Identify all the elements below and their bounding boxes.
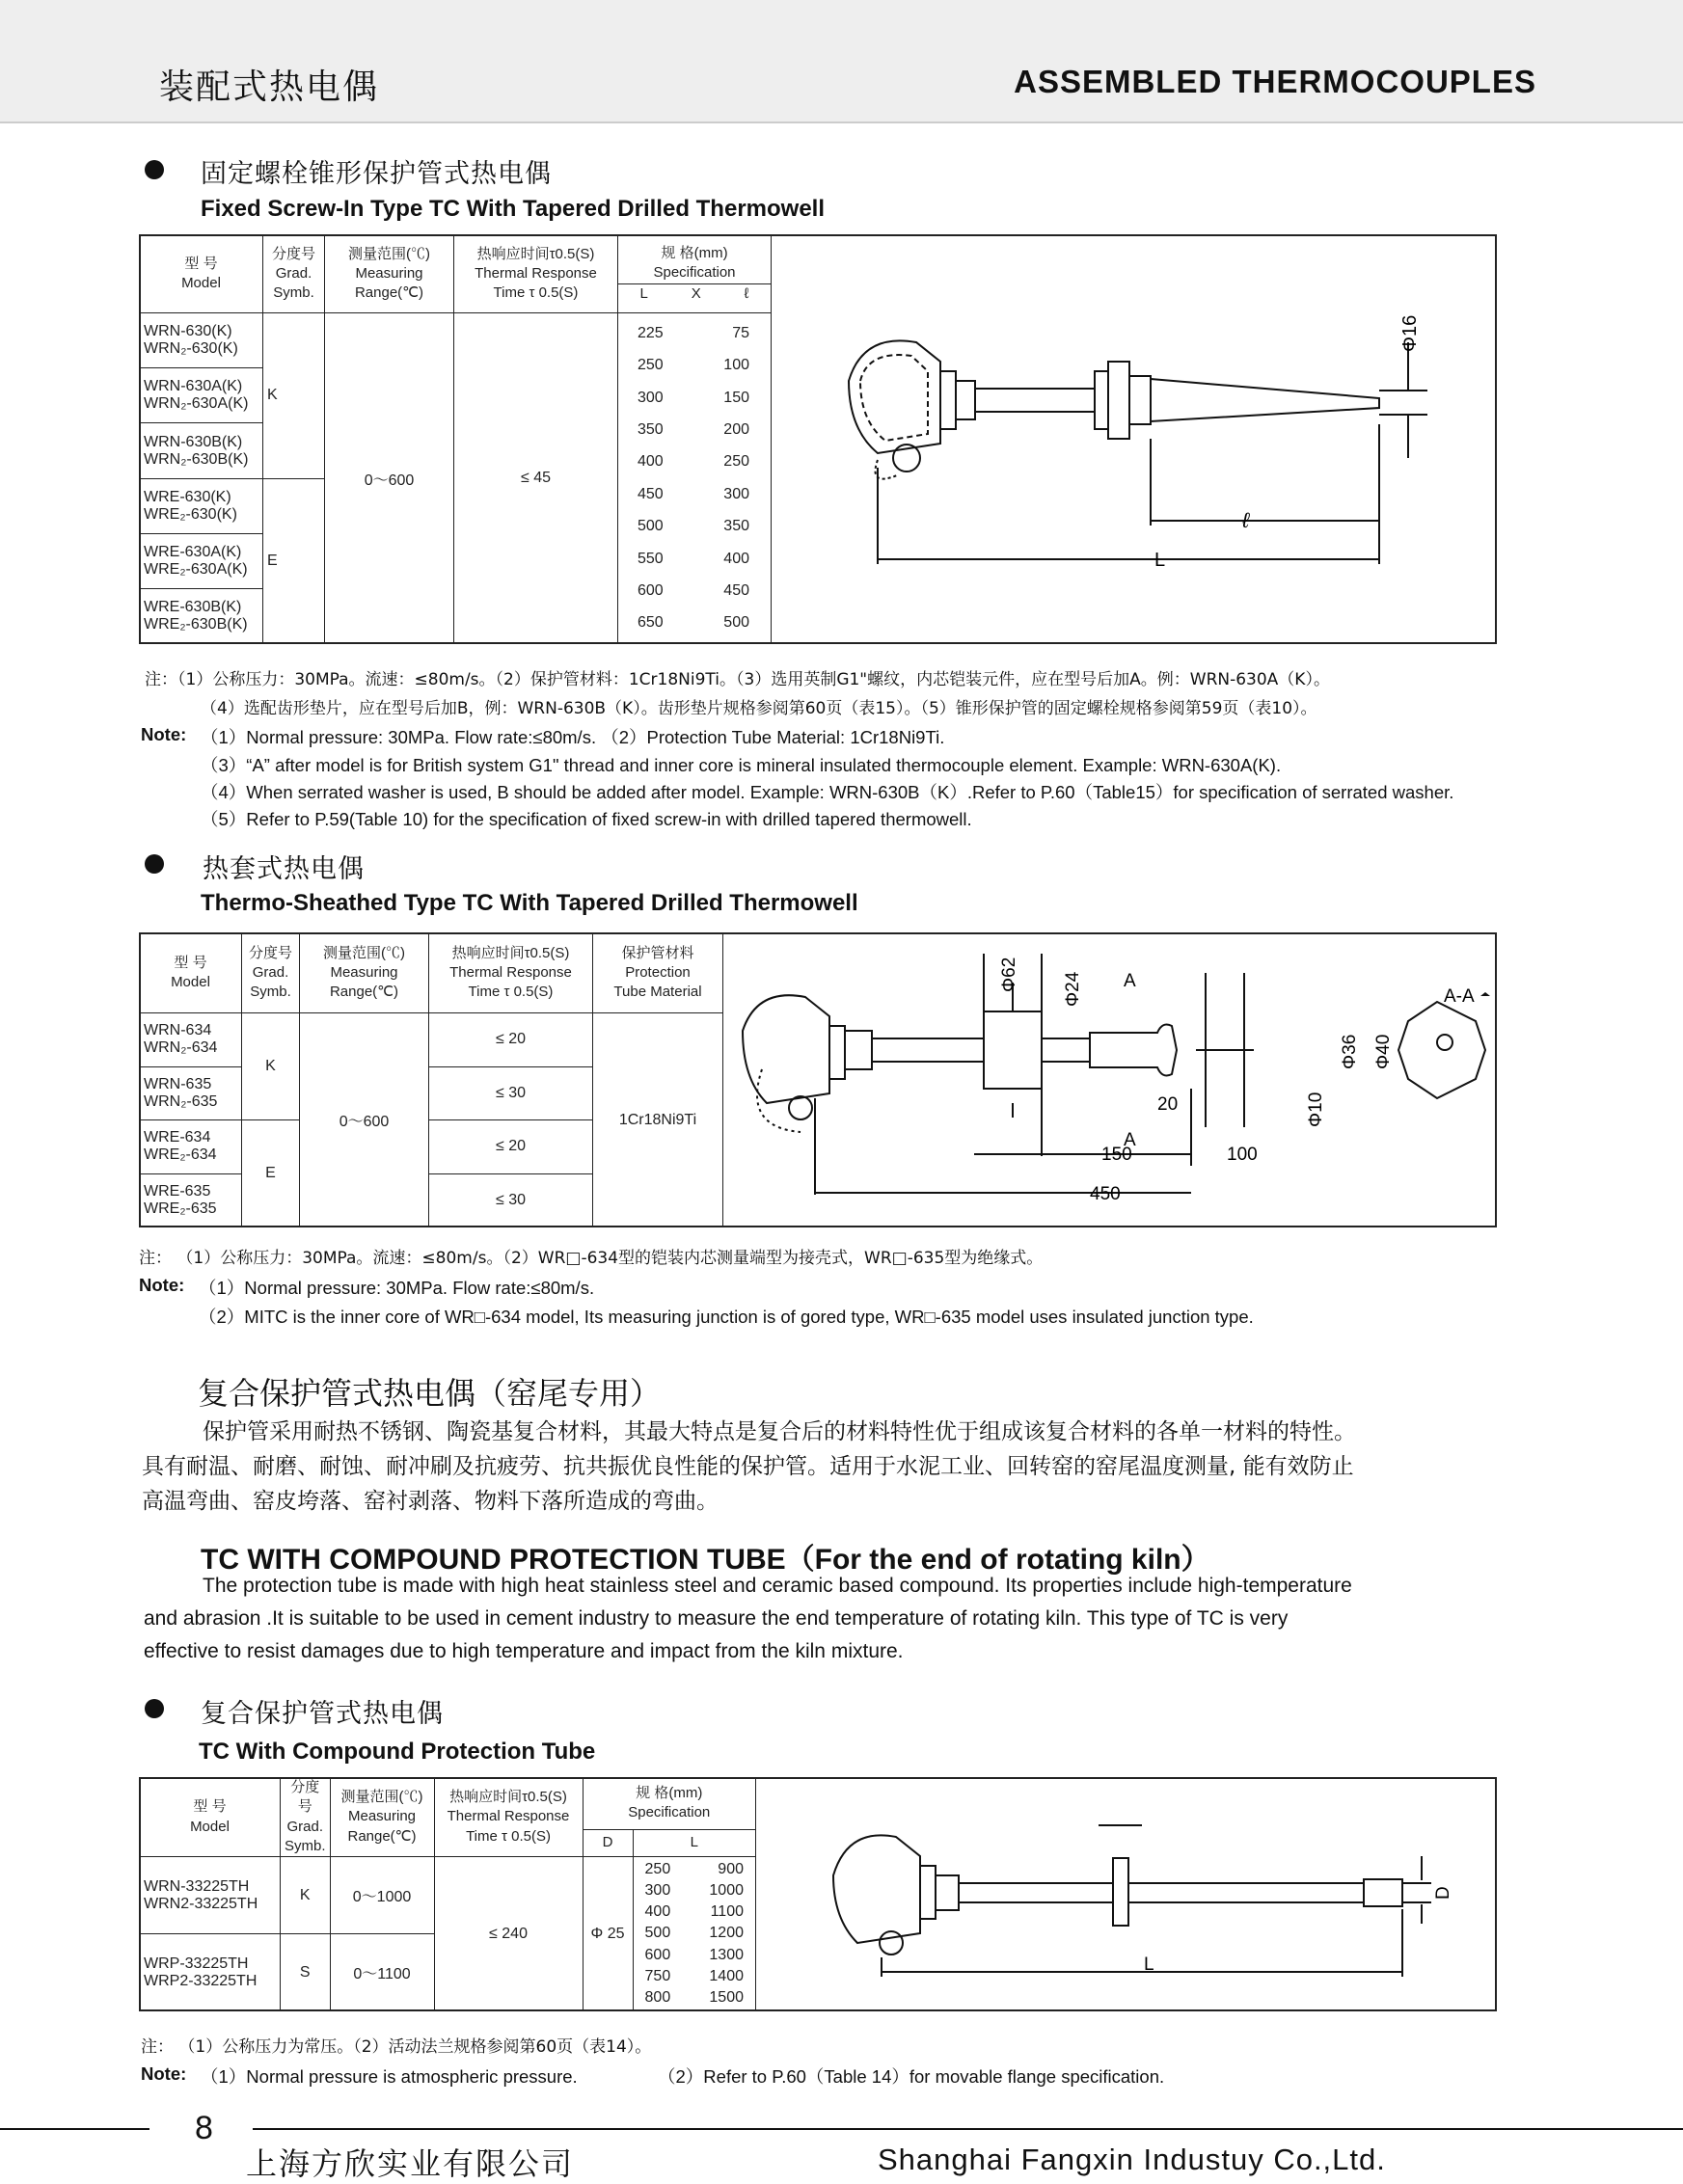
spec-row: 500 1200 <box>644 1925 744 1942</box>
section1-note-en-4: （5）Refer to P.59(Table 10) for the specification of fixed screw-in with drilled tapered thermowell. <box>201 809 972 829</box>
section-a-bottom-label: A <box>1124 1130 1136 1150</box>
spec-row: 500 350 <box>638 518 749 535</box>
bullet-icon <box>145 160 164 179</box>
spec-row: 400 250 <box>638 453 749 471</box>
section3-para-cn-1: 保护管采用耐热不锈钢、陶瓷基复合材料，其最大特点是复合后的材料特性优于组成该复合材料的各单一材料的特性。 <box>203 1419 1356 1444</box>
spec-row: 350 200 <box>638 421 749 438</box>
section4-title-cn: 复合保护管式热电偶 <box>201 1699 444 1729</box>
header-title-cn: 装配式热电偶 <box>159 67 380 107</box>
col-grad: 分度号 Grad. Symb. <box>281 1778 331 1857</box>
grad-s: S <box>281 1934 331 2011</box>
l-dim-label: ℓ <box>1242 508 1250 532</box>
response-cell: ≤ 20 <box>429 1120 593 1174</box>
col-grad: 分度号 Grad. Symb. <box>263 235 325 313</box>
section1-note-cn-1: 注：（1）公称压力：30MPa。流速：≤80m/s。（2）保护管材料：1Cr18Ni9Ti。（3）选用英制G1"螺纹，内芯铠装元件，应在型号后加A。例：WRN-630A（K）。 <box>145 670 1330 689</box>
phi40-label: Φ40 <box>1373 1034 1394 1069</box>
spec-row: 400 1100 <box>644 1903 744 1921</box>
spec-row: 600 450 <box>638 581 749 599</box>
section1-title-cn: 固定螺栓锥形保护管式热电偶 <box>201 159 552 189</box>
section3-para-en-2: and abrasion .It is suitable to be used in cement industry to measure the end temperature of rotating kiln. This type of TC is very <box>144 1607 1289 1630</box>
col-response: 热响应时间τ0.5(S) Thermal Response Time τ 0.5(S) <box>434 1778 583 1857</box>
footer-rule-right <box>253 2128 1683 2130</box>
spec-row: 750 1400 <box>644 1967 744 1984</box>
section4-note-en-1: （1）Normal pressure is atmospheric pressure. <box>201 2066 578 2087</box>
response-cell: ≤ 45 <box>454 313 618 644</box>
col-grad: 分度号 Grad. Symb. <box>242 933 300 1013</box>
section1-table <box>139 234 772 644</box>
page-header <box>0 0 1683 123</box>
col-range: 测量范围(℃) Measuring Range(℃) <box>325 235 454 313</box>
spec-cell <box>633 1857 755 2011</box>
diameter-cell: Φ 25 <box>583 1857 633 2011</box>
response-cell: ≤ 30 <box>429 1173 593 1227</box>
grad-e: E <box>242 1120 300 1227</box>
table-row: WRE-630(K) WRE₂-630(K) <box>140 478 263 533</box>
grad-k: K <box>263 313 325 478</box>
section-a-top-label: A <box>1124 971 1136 991</box>
section4-note-cn: 注： （1）公称压力为常压。（2）活动法兰规格参阅第60页（表14）。 <box>141 2037 652 2057</box>
section4-diagram <box>756 1779 1495 2009</box>
section-aa-label: A-A <box>1444 986 1475 1007</box>
section4-note-en-2: （2）Refer to P.60（Table 14）for movable flange specification. <box>658 2066 1165 2087</box>
section2-note-cn: 注： （1）公称压力：30MPa。流速：≤80m/s。（2）WR□-634型的铠装内芯测量端型为接壳式，WR□-635型为绝缘式。 <box>139 1249 1044 1268</box>
col-model: 型 号 Model <box>140 235 263 313</box>
response-cell: ≤ 240 <box>434 1857 583 2011</box>
spec-row: 250 900 <box>644 1861 744 1878</box>
spec-cell <box>618 313 772 644</box>
col-material: 保护管材料 Protection Tube Material <box>593 933 723 1013</box>
phi36-label: Φ36 <box>1340 1034 1360 1069</box>
col-spec-d: D <box>583 1829 633 1856</box>
table-row: WRN-33225TH WRN2-33225TH <box>140 1857 281 1934</box>
table-row: WRN-634 WRN₂-634 <box>140 1013 242 1067</box>
dim-450-label: 450 <box>1090 1184 1121 1204</box>
section1-note-en-3: （4）When serrated washer is used, B should be added after model. Example: WRN-630B（K）.Refer to P.60（Table15）for specification of serrated washer. <box>201 782 1454 802</box>
phi24-label: Φ24 <box>1063 971 1083 1007</box>
material-cell: 1Cr18Ni9Ti <box>593 1013 723 1227</box>
section3-title-cn: 复合保护管式热电偶（窑尾专用） <box>198 1375 662 1412</box>
spec-row: 225 75 <box>638 324 749 341</box>
table-row: WRN-630B(K) WRN₂-630B(K) <box>140 423 263 478</box>
section1-diagram <box>772 236 1495 642</box>
col-spec: 规 格(mm) Specification <box>583 1778 755 1830</box>
col-model: 型 号 Model <box>140 933 242 1013</box>
spec-row: 250 100 <box>638 357 749 374</box>
page-number: 8 <box>195 2110 213 2146</box>
footer-company-en: Shanghai Fangxin Industuy Co.,Ltd. <box>878 2143 1386 2176</box>
section3-para-cn-3: 高温弯曲、窑皮垮落、窑衬剥落、物料下落所造成的弯曲。 <box>142 1489 719 1514</box>
section4-table <box>139 1777 756 2011</box>
response-cell: ≤ 20 <box>429 1013 593 1067</box>
section2-note-en-1: （1）Normal pressure: 30MPa. Flow rate:≤80m/s. <box>199 1278 595 1298</box>
section3-para-en-3: effective to resist damages due to high temperature and impact from the kiln mixture. <box>144 1640 904 1662</box>
range-cell: 0～1000 <box>330 1857 434 1934</box>
footer-rule-left <box>0 2128 149 2130</box>
bullet-icon <box>145 854 164 874</box>
section4-title-en: TC With Compound Protection Tube <box>199 1739 596 1765</box>
note-label: Note: <box>141 724 187 744</box>
dim-100-label: 100 <box>1227 1145 1258 1165</box>
L-dim-label: L <box>1154 550 1166 571</box>
note-label: Note: <box>141 2063 187 2084</box>
dim-20-label: 20 <box>1157 1094 1179 1115</box>
spec-row: 450 300 <box>638 485 749 502</box>
section2-diagram <box>723 934 1495 1226</box>
phi16-label: Φ16 <box>1399 314 1421 352</box>
footer-company-cn: 上海方欣实业有限公司 <box>246 2145 575 2182</box>
spec-row: 650 500 <box>638 614 749 632</box>
section3-title-en: TC WITH COMPOUND PROTECTION TUBE（For the end of rotating kiln） <box>201 1544 1210 1576</box>
section2-title-cn: 热套式热电偶 <box>203 854 365 884</box>
spec-row: 550 400 <box>638 550 749 567</box>
phi62-label: Φ62 <box>999 957 1019 992</box>
grad-k: K <box>281 1857 331 1934</box>
table-row: WRN-635 WRN₂-635 <box>140 1066 242 1120</box>
section2-title-en: Thermo-Sheathed Type TC With Tapered Drilled Thermowell <box>201 890 858 916</box>
section1-note-cn-2: （4）选配齿形垫片，应在型号后加B，例：WRN-630B（K）。齿形垫片规格参阅第60页（表15）。（5）锥形保护管的固定螺栓规格参阅第59页（表10）。 <box>201 699 1317 718</box>
header-title-en: ASSEMBLED THERMOCOUPLES <box>1014 64 1536 99</box>
table-row: WRE-635 WRE₂-635 <box>140 1173 242 1227</box>
phi10-label: Φ10 <box>1306 1092 1326 1127</box>
table-row: WRN-630A(K) WRN₂-630A(K) <box>140 368 263 423</box>
table-row: WRP-33225TH WRP2-33225TH <box>140 1934 281 2011</box>
section1-note-en-1: （1）Normal pressure: 30MPa. Flow rate:≤80m/s. （2）Protection Tube Material: 1Cr18Ni9Ti. <box>201 727 945 747</box>
col-spec: 规 格(mm) Specification L X ℓ <box>618 235 772 313</box>
spec-row: 800 1500 <box>644 1988 744 2006</box>
section1-note-en-2: （3）“A” after model is for British system G1" thread and inner core is mineral insulated thermocouple element. Example: WRN-630A(K). <box>201 755 1282 775</box>
response-cell: ≤ 30 <box>429 1066 593 1120</box>
L-dim-label: L <box>1144 1955 1154 1975</box>
section2-note-en-2: （2）MITC is the inner core of WR□-634 model, Its measuring junction is of gored type, WR□-635 model uses insulated junction type. <box>199 1307 1254 1327</box>
note-label: Note: <box>139 1275 185 1295</box>
col-range: 测量范围(℃) Measuring Range(℃) <box>300 933 429 1013</box>
range-cell: 0～600 <box>325 313 454 644</box>
dim-150-label: 150 <box>1101 1145 1132 1165</box>
section2-table <box>139 932 723 1227</box>
range-cell: 0～1100 <box>330 1934 434 2011</box>
grad-k: K <box>242 1013 300 1120</box>
spec-row: 300 150 <box>638 389 749 406</box>
spec-row: 300 1000 <box>644 1882 744 1900</box>
table-row: WRE-634 WRE₂-634 <box>140 1120 242 1174</box>
D-dim-label: D <box>1433 1886 1453 1900</box>
col-range: 测量范围(℃) Measuring Range(℃) <box>330 1778 434 1857</box>
col-spec-l: L <box>633 1829 755 1856</box>
table-row: WRE-630A(K) WRE₂-630A(K) <box>140 533 263 588</box>
table-row: WRN-630(K) WRN₂-630(K) <box>140 313 263 368</box>
section3-para-cn-2: 具有耐温、耐磨、耐蚀、耐冲刷及抗疲劳、抗共振优良性能的保护管。适用于水泥工业、回转窑的窑尾温度测量, 能有效防止 <box>142 1454 1354 1479</box>
col-response: 热响应时间τ0.5(S) Thermal Response Time τ 0.5(S) <box>429 933 593 1013</box>
col-response: 热响应时间τ0.5(S) Thermal Response Time τ 0.5(S) <box>454 235 618 313</box>
spec-row: 600 1300 <box>644 1946 744 1963</box>
table-row: WRE-630B(K) WRE₂-630B(K) <box>140 588 263 643</box>
section1-title-en: Fixed Screw-In Type TC With Tapered Drilled Thermowell <box>201 196 826 222</box>
section3-para-en-1: The protection tube is made with high heat stainless steel and ceramic based compound. Its properties include high-temperature <box>203 1575 1352 1597</box>
grad-e: E <box>263 478 325 643</box>
range-cell: 0～600 <box>300 1013 429 1227</box>
col-model: 型 号 Model <box>140 1778 281 1857</box>
bullet-icon <box>145 1699 164 1718</box>
